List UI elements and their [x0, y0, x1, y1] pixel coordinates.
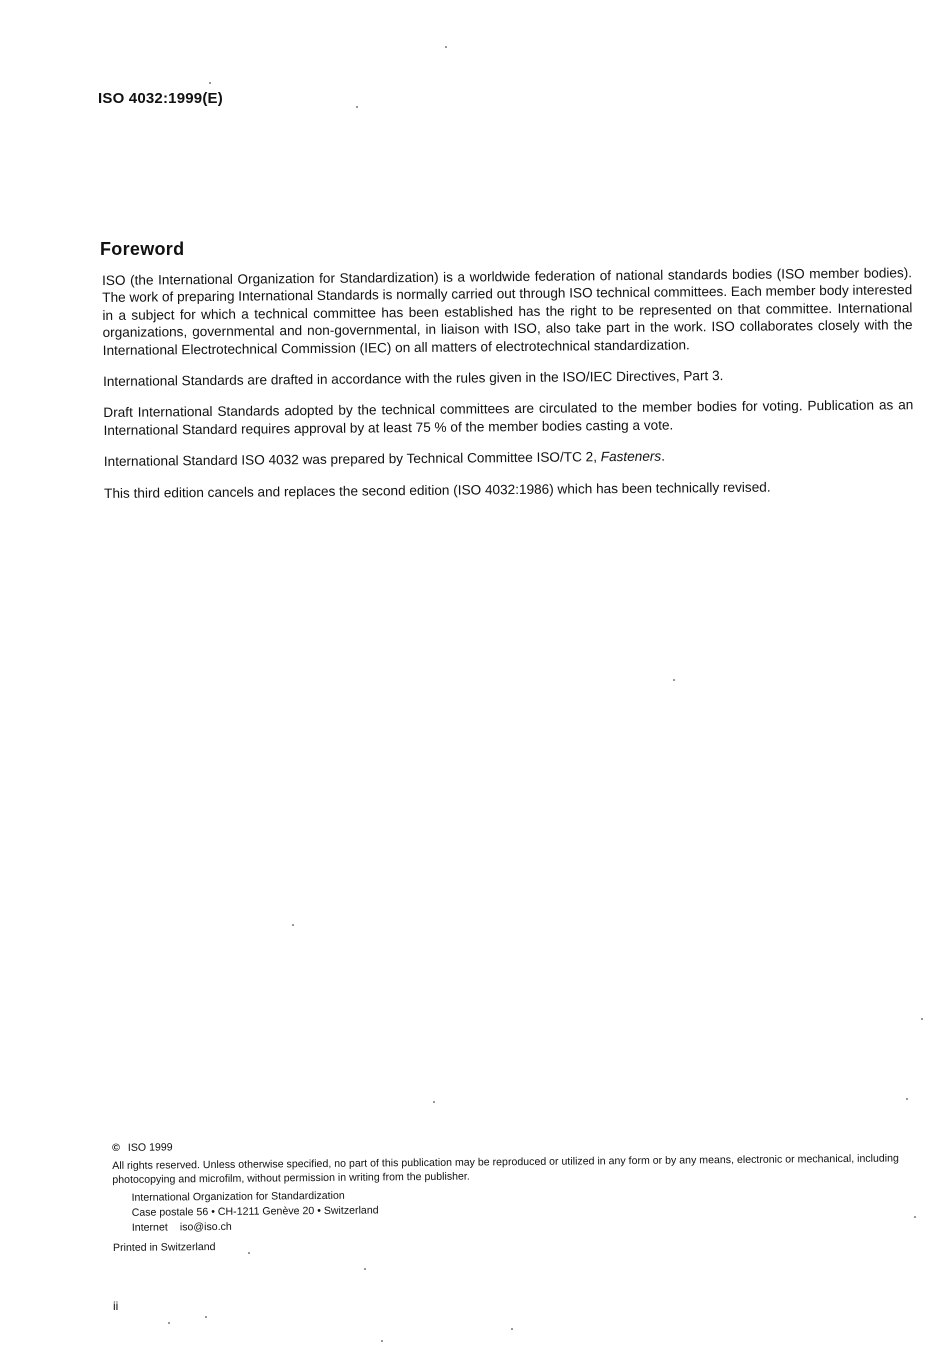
scan-speck [381, 1340, 383, 1342]
copyright-text: ISO 1999 [127, 1141, 173, 1154]
document-id: ISO 4032:1999(E) [98, 90, 223, 107]
foreword-body [102, 264, 914, 516]
scan-speck [209, 82, 211, 84]
scan-speck [914, 1216, 916, 1218]
scan-speck [906, 1098, 908, 1100]
scan-speck [364, 1268, 366, 1270]
foreword-paragraph-5: This third edition cancels and replaces the second edition (ISO 4032:1986) which has been technically revised. [104, 479, 771, 501]
scan-speck [445, 46, 447, 48]
scan-speck [433, 1101, 435, 1103]
foreword-paragraph-3: Draft International Standards adopted by the technical committees are circulated to the member bodies for voting. Publication as an International Standard requires approval by at least 75 % of the member bodies casting a vote. [103, 397, 914, 438]
page-number: ii [113, 1299, 119, 1313]
scan-speck [292, 924, 294, 926]
scan-speck [921, 1018, 923, 1020]
publisher-address [112, 1183, 922, 1236]
prepared-by-prefix: International Standard ISO 4032 was prepared by Technical Committee ISO/TC 2, [103, 449, 601, 470]
scan-speck [511, 1328, 513, 1330]
scan-speck [356, 106, 358, 108]
scan-speck [248, 1252, 250, 1254]
foreword-title: Foreword [100, 239, 185, 259]
copyright-icon: © [112, 1141, 120, 1154]
organization-name: International Organization for Standardization [131, 1189, 345, 1204]
prepared-by-suffix: . [661, 448, 666, 464]
internet-address: iso@iso.ch [179, 1220, 232, 1234]
copyright-block [112, 1133, 923, 1255]
committee-name: Fasteners [600, 448, 662, 465]
foreword-paragraph-4 [104, 445, 914, 470]
printed-in: Printed in Switzerland [112, 1241, 216, 1254]
foreword-paragraph-1: ISO (the International Organization for Standardization) is a worldwide federation of national standards bodies (ISO member bodies). The work of preparing International Standards is normally carried out through ISO technical committees. Each member body interested in a subject for which a technical committee has been established has the right to be represented on that committee. International organizations, governmental and non-governmental, in liaison with ISO, also take part in the work. ISO collaborates closely with the International Electrotechnical Commission (IEC) on all matters of electrotechnical standardization. [102, 265, 913, 358]
postal-address: Case postale 56 • CH-1211 Genève 20 • Switzerland [131, 1204, 379, 1219]
scan-speck [168, 1322, 170, 1324]
foreword-paragraph-2: International Standards are drafted in accordance with the rules given in the ISO/IEC Directives, Part 3. [102, 368, 724, 390]
rights-notice: All rights reserved. Unless otherwise specified, no part of this publication may be reproduced or utilized in any form or by any means, electronic or mechanical, including photocopying and microfilm, without permission in writing from the publisher. [112, 1152, 899, 1186]
internet-label: Internet [131, 1221, 168, 1234]
scan-speck [673, 679, 675, 681]
scan-speck [205, 1316, 207, 1318]
